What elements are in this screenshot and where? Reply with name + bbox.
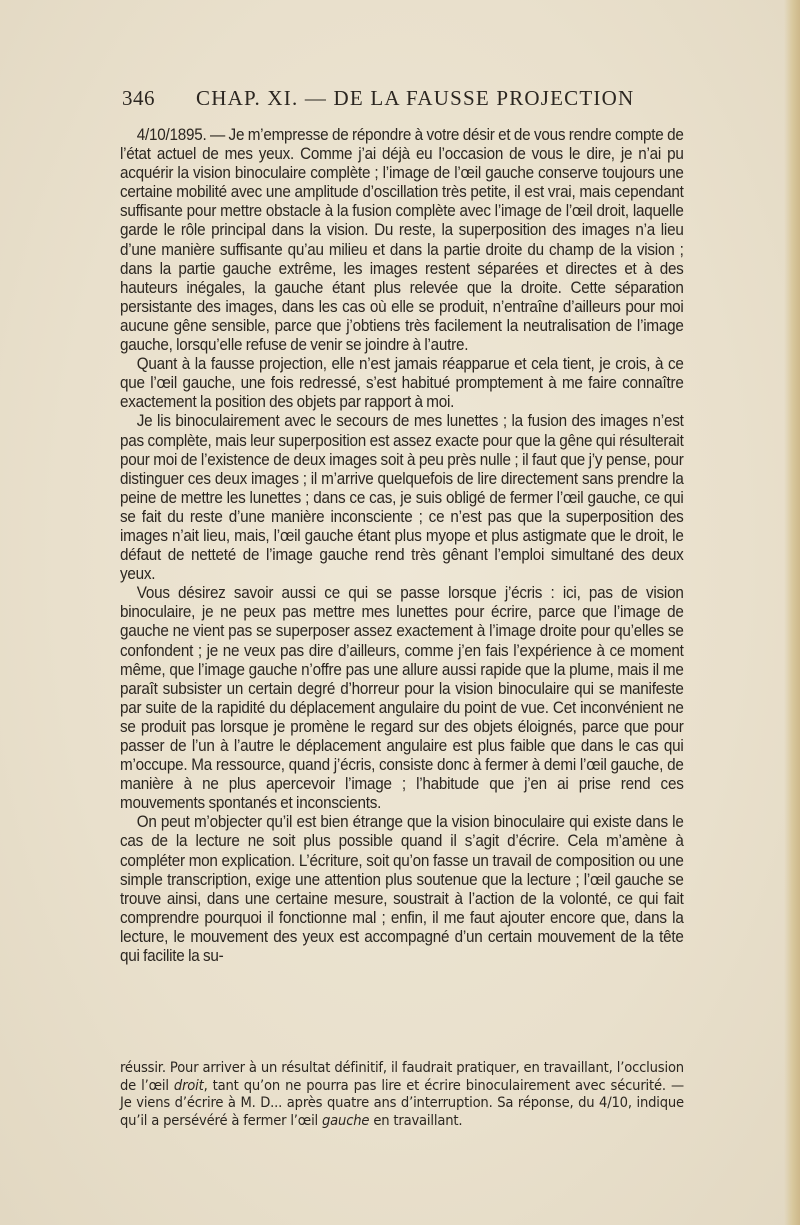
paragraph: Je lis binoculairement avec le secours de mes lunettes ; la fusion des images n’est pas complète, mais leur superposition est assez exacte pour que la gêne qui résulterait pour moi de l’existence de deux images soit à peu près nulle ; il faut que j’y pense, pour distinguer ces deux images ; il m’arrive quelquefois de lire directement sans prendre la peine de mettre les lunettes ; dans ce cas, je suis obligé de fermer l’œil gauche, ce qui se fait du reste d’une manière inconsciente ; ce n’est pas que la superposition des images n’ait lieu, mais, l’œil gauche étant plus myope et plus astigmate que le droit, le défaut de netteté de l’image gauche rend très gênant l’emploi simultané des deux yeux. [120,412,684,584]
main-text [120,126,684,966]
footnote-part: réussir. Pour arriver à un résultat définitif, il faudrait pratiquer, en travaillant, l’occlusion de l’œil [120,1060,684,1094]
paragraph: Quant à la fausse projection, elle n’est jamais réapparue et cela tient, je crois, à ce que l’œil gauche, une fois redressé, s’est habitué promptement à me faire connaître exactement la position des objets par rapport à moi. [120,355,684,412]
running-title: CHAP. XI. — DE LA FAUSSE PROJECTION [196,86,635,110]
footnote-part: en travaillant. [369,1112,463,1129]
paragraph: On peut m’objecter qu’il est bien étrange que la vision binoculaire qui existe dans le cas de la lecture ne soit plus possible quand il s’agit d’écrire. Cela m’amène à compléter mon explication. L’écriture, soit qu’on fasse un travail de composition ou une simple transcription, exige une attention plus soutenue que la lecture ; l’œil gauche se trouve ainsi, dans une certaine mesure, soustrait à l’action de la volonté, ce qui fait comprendre pourquoi il fonctionne mal ; enfin, il me faut ajouter encore que, dans la lecture, le mouvement des yeux est accompagné d’un certain mouvement de la tête qui facilite la su- [120,813,684,966]
footnote-italic: gauche [322,1112,370,1129]
page-header [122,86,682,116]
footnote-part: , tant qu’on ne pourra pas lire et écrire binoculairement avec sécurité. — Je viens d’écrire à M. D... après quatre ans d’interruption. Sa réponse, du 4/10, indique qu’il a persévéré à fermer l’œil [120,1077,684,1129]
footnote-text [120,1060,684,1130]
footnote [120,1060,684,1130]
paragraph: 4/10/1895. — Je m’empresse de répondre à votre désir et de vous rendre compte de l’état actuel de mes yeux. Comme j’ai déjà eu l’occasion de vous le dire, je n’ai pu acquérir la vision binoculaire complète ; l’image de l’œil gauche conserve toujours une certaine mobilité avec une amplitude d’oscillation très petite, il est vrai, mais cependant suffisante pour mettre obstacle à la fusion complète avec l’image de l’œil droit, laquelle garde le rôle principal dans la vision. Du reste, la superposition des images n’a lieu d’une manière suffisante qu’au milieu et dans la partie droite du champ de la vision ; dans la partie gauche extrême, les images restent séparées et directes et à des hauteurs inégales, la gauche étant plus relevée que la droite. Cette séparation persistante des images, dans les cas où elle se produit, n’entraîne d’ailleurs pour moi aucune gêne sensible, parce que j’obtiens très facilement la neutralisation de l’image gauche, lorsqu’elle refuse de venir se joindre à l’autre. [120,126,684,355]
page-edge-shadow [784,0,800,1225]
paragraph: Vous désirez savoir aussi ce qui se passe lorsque j’écris : ici, pas de vision binoculaire, je ne peux pas mettre mes lunettes pour écrire, parce que l’image de gauche ne vient pas se superposer assez exactement à l’image droite pour qu’elles se confondent ; je ne veux pas dire d’ailleurs, comme j’en fais l’expérience à ce moment même, que l’image gauche n’offre pas une allure aussi rapide que la plume, mais il me paraît subsister un certain degré d’horreur pour la vision binoculaire qui se manifeste par suite de la rapidité du déplacement angulaire du point de vue. Cet inconvénient ne se produit pas lorsque je promène le regard sur des objets éloignés, parce que pour passer de l’un à l’autre le déplacement angulaire est plus faible que dans le cas qui m’occupe. Ma ressource, quand j’écris, consiste donc à fermer à demi l’œil gauche, de manière à ne plus apercevoir l’image ; l’habitude que j’en ai prise rend ces mouvements spontanés et inconscients. [120,584,684,813]
footnote-italic: droit [173,1077,204,1094]
page-number: 346 [122,86,155,110]
